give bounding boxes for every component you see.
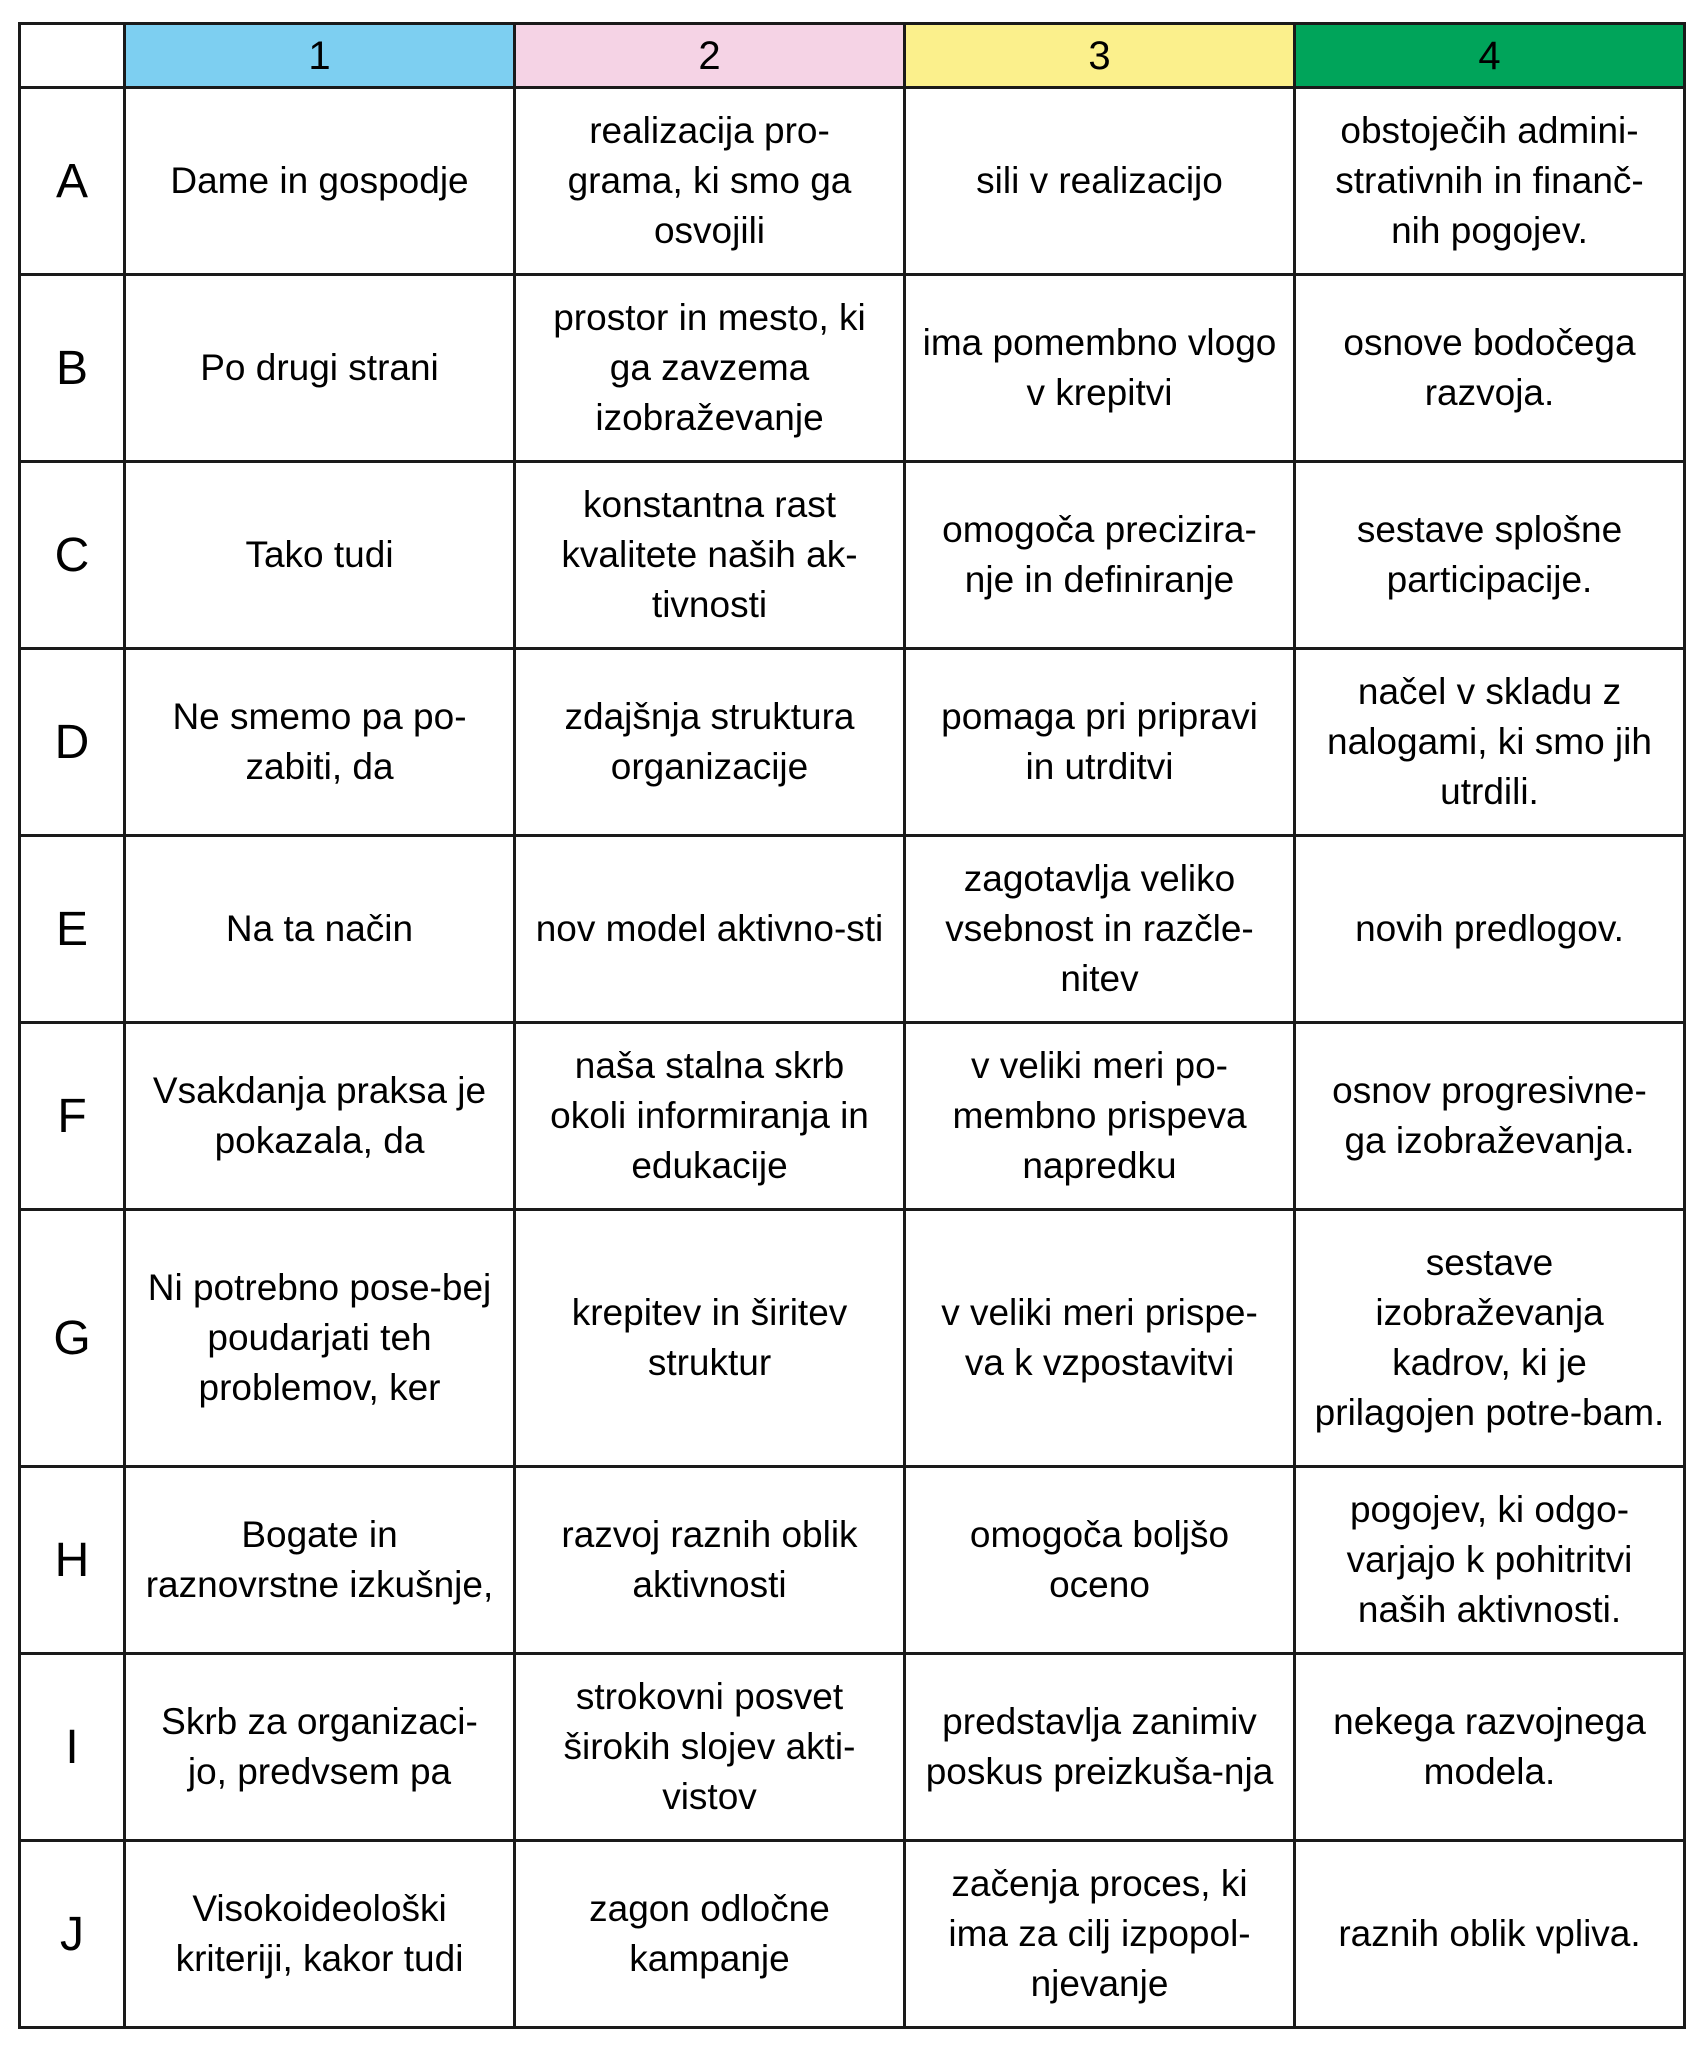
row-label-j: J	[20, 1841, 125, 2028]
cell-c3: omogoča precizira-nje in definiranje	[905, 462, 1295, 649]
table-row-a	[20, 88, 1685, 275]
cell-d1: Ne smemo pa po-zabiti, da	[125, 649, 515, 836]
cell-i1: Skrb za organizaci-jo, predvsem pa	[125, 1654, 515, 1841]
cell-d3: pomaga pri pripravi in utrditvi	[905, 649, 1295, 836]
table-row-b	[20, 275, 1685, 462]
cell-d4: načel v skladu z nalogami, ki smo jih utrdili.	[1295, 649, 1685, 836]
cell-h3: omogoča boljšo oceno	[905, 1467, 1295, 1654]
cell-h1: Bogate in raznovrstne izkušnje,	[125, 1467, 515, 1654]
row-label-e: E	[20, 836, 125, 1023]
table-row-c	[20, 462, 1685, 649]
cell-j4: raznih oblik vpliva.	[1295, 1841, 1685, 2028]
phrase-table	[18, 22, 1686, 2029]
cell-c2: konstantna rast kvalitete naših ak-tivnosti	[515, 462, 905, 649]
cell-h2: razvoj raznih oblik aktivnosti	[515, 1467, 905, 1654]
column-header-2: 2	[515, 24, 905, 88]
row-label-a: A	[20, 88, 125, 275]
row-label-i: I	[20, 1654, 125, 1841]
cell-b3: ima pomembno vlogo v krepitvi	[905, 275, 1295, 462]
cell-b4: osnove bodočega razvoja.	[1295, 275, 1685, 462]
column-header-3: 3	[905, 24, 1295, 88]
table-row-d	[20, 649, 1685, 836]
column-header-4: 4	[1295, 24, 1685, 88]
cell-b2: prostor in mesto, ki ga zavzema izobraževanje	[515, 275, 905, 462]
cell-f4: osnov progresivne-ga izobraževanja.	[1295, 1023, 1685, 1210]
table-row-e	[20, 836, 1685, 1023]
cell-e3: zagotavlja veliko vsebnost in razčle-nitev	[905, 836, 1295, 1023]
table-row-g	[20, 1210, 1685, 1467]
table-row-h	[20, 1467, 1685, 1654]
cell-a4: obstoječih admini-strativnih in finanč-nih pogojev.	[1295, 88, 1685, 275]
cell-i2: strokovni posvet širokih slojev akti-vistov	[515, 1654, 905, 1841]
cell-j3: začenja proces, ki ima za cilj izpopol-njevanje	[905, 1841, 1295, 2028]
cell-a1: Dame in gospodje	[125, 88, 515, 275]
cell-j2: zagon odločne kampanje	[515, 1841, 905, 2028]
row-label-c: C	[20, 462, 125, 649]
cell-e1: Na ta način	[125, 836, 515, 1023]
cell-j1: Visokoideološki kriteriji, kakor tudi	[125, 1841, 515, 2028]
row-label-h: H	[20, 1467, 125, 1654]
table-row-j	[20, 1841, 1685, 2028]
row-label-f: F	[20, 1023, 125, 1210]
row-label-b: B	[20, 275, 125, 462]
cell-g1: Ni potrebno pose-bej poudarjati teh problemov, ker	[125, 1210, 515, 1467]
cell-i3: predstavlja zanimiv poskus preizkuša-nja	[905, 1654, 1295, 1841]
cell-i4: nekega razvojnega modela.	[1295, 1654, 1685, 1841]
cell-g4: sestave izobraževanja kadrov, ki je prilagojen potre-bam.	[1295, 1210, 1685, 1467]
cell-a3: sili v realizacijo	[905, 88, 1295, 275]
row-label-d: D	[20, 649, 125, 836]
cell-e2: nov model aktivno-sti	[515, 836, 905, 1023]
corner-cell	[20, 24, 125, 88]
cell-g3: v veliki meri prispe-va k vzpostavitvi	[905, 1210, 1295, 1467]
cell-g2: krepitev in širitev struktur	[515, 1210, 905, 1467]
cell-a2: realizacija pro-grama, ki smo ga osvojili	[515, 88, 905, 275]
cell-d2: zdajšnja struktura organizacije	[515, 649, 905, 836]
cell-c4: sestave splošne participacije.	[1295, 462, 1685, 649]
table-row-f	[20, 1023, 1685, 1210]
cell-f3: v veliki meri po-membno prispeva napredku	[905, 1023, 1295, 1210]
table-row-i	[20, 1654, 1685, 1841]
cell-f2: naša stalna skrb okoli informiranja in edukacije	[515, 1023, 905, 1210]
header-row	[20, 24, 1685, 88]
cell-c1: Tako tudi	[125, 462, 515, 649]
cell-e4: novih predlogov.	[1295, 836, 1685, 1023]
cell-h4: pogojev, ki odgo-varjajo k pohitritvi naših aktivnosti.	[1295, 1467, 1685, 1654]
cell-b1: Po drugi strani	[125, 275, 515, 462]
column-header-1: 1	[125, 24, 515, 88]
row-label-g: G	[20, 1210, 125, 1467]
cell-f1: Vsakdanja praksa je pokazala, da	[125, 1023, 515, 1210]
